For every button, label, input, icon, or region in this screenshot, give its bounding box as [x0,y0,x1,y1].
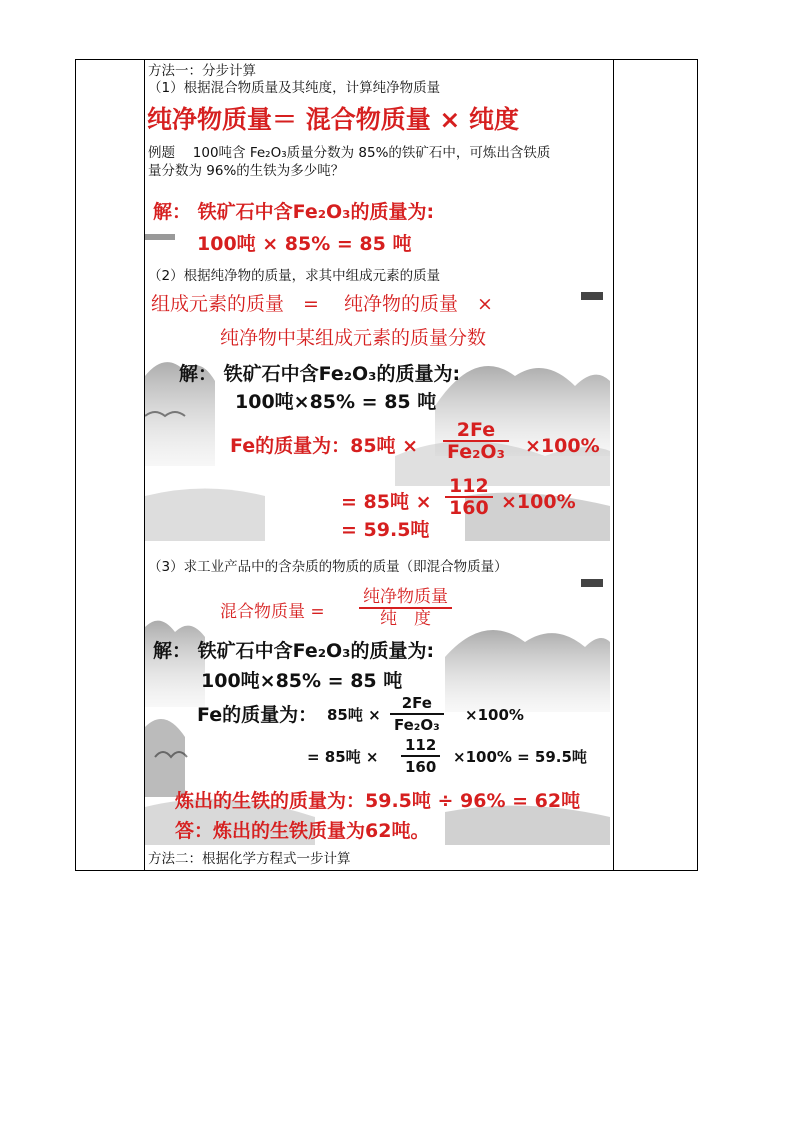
slide2-fe-mass-suffix: ×100% [525,435,600,457]
fraction-denominator: 纯 度 [380,609,431,629]
step2-heading: （2）根据纯净物的质量，求其中组成元素的质量 [148,268,441,284]
slide2-mass-fraction-value [445,476,493,518]
slide3-solution-line: 解： 铁矿石中含Fe₂O₃的质量为: [153,640,435,662]
slide3-mass-fraction-value [401,735,440,777]
slide3-eq2-prefix: = 85吨 × [307,748,379,766]
slide2-eq2-suffix: ×100% [501,491,576,513]
step1-heading: （1）根据混合物质量及其纯度，计算纯净物质量 [148,80,441,96]
fraction-numerator: 112 [405,736,437,754]
slide-excerpt-2 [145,286,610,541]
formula-element-mass-line-1: 组成元素的质量 = 纯净物的质量 × [151,293,493,315]
fraction-denominator: Fe₂O₃ [394,716,440,734]
slide3-answer-line: 答：炼出的生铁质量为62吨。 [175,820,430,842]
seal-stamp [581,292,603,300]
ink-brush-mark [145,234,175,240]
slide2-solution-line: 解： 铁矿石中含Fe₂O₃的质量为: [179,363,461,385]
lesson-content-cell [145,60,610,870]
fraction-denominator: 160 [405,758,437,776]
slide2-mass-fraction-formula [443,420,509,462]
method1-title: 方法一：分步计算 [148,63,256,79]
example-line-1: 例题 100吨含 Fe₂O₃质量分数为 85%的铁矿石中，可炼出含铁质 [148,145,551,161]
formula-element-mass-line-2: 纯净物中某组成元素的质量分数 [220,327,487,349]
slide2-fe-mass-prefix: Fe的质量为：85吨 × [230,435,419,457]
slide1-calc-line: 100吨 × 85% = 85 吨 [197,233,412,255]
fraction-numerator: 纯净物质量 [363,587,448,607]
example-line-2: 量分数为 96%的生铁为多少吨？ [148,163,345,179]
slide3-mass-fraction-formula [390,693,444,735]
seal-stamp [581,579,603,587]
slide3-fe-mass-suffix: ×100% [465,706,524,724]
slide3-fe-mass-value: 85吨 × [327,706,381,724]
fraction-numerator: 112 [449,475,489,497]
fraction-denominator: 160 [449,497,489,519]
fraction-numerator: 2Fe [401,694,432,712]
slide-excerpt-3 [145,577,610,845]
slide2-eq3: = 59.5吨 [341,519,430,541]
formula-pure-mass: 纯净物质量＝ 混合物质量 × 纯度 [147,105,520,134]
slide3-calc-line: 100吨×85% = 85 吨 [201,670,403,692]
slide3-eq2-suffix: ×100% = 59.5吨 [453,748,587,766]
step3-heading: （3）求工业产品中的含杂质的物质的质量（即混合物质量） [148,559,508,575]
slide2-eq2-prefix: = 85吨 × [341,491,432,513]
fraction-denominator: Fe₂O₃ [447,441,505,463]
formula-mixture-mass-fraction [359,587,452,629]
fraction-numerator: 2Fe [456,419,496,441]
table-column-divider-right [613,60,614,870]
slide2-calc-line: 100吨×85% = 85 吨 [235,391,437,413]
method2-title: 方法二：根据化学方程式一步计算 [148,851,351,867]
slide3-fe-mass-prefix: Fe的质量为： [197,704,318,726]
slide-excerpt-1 [145,190,610,258]
formula-mixture-mass-left: 混合物质量 = [220,602,325,622]
slide3-result-line: 炼出的生铁的质量为：59.5吨 ÷ 96% = 62吨 [175,790,581,812]
slide1-solution-line: 解： 铁矿石中含Fe₂O₃的质量为: [153,201,435,223]
